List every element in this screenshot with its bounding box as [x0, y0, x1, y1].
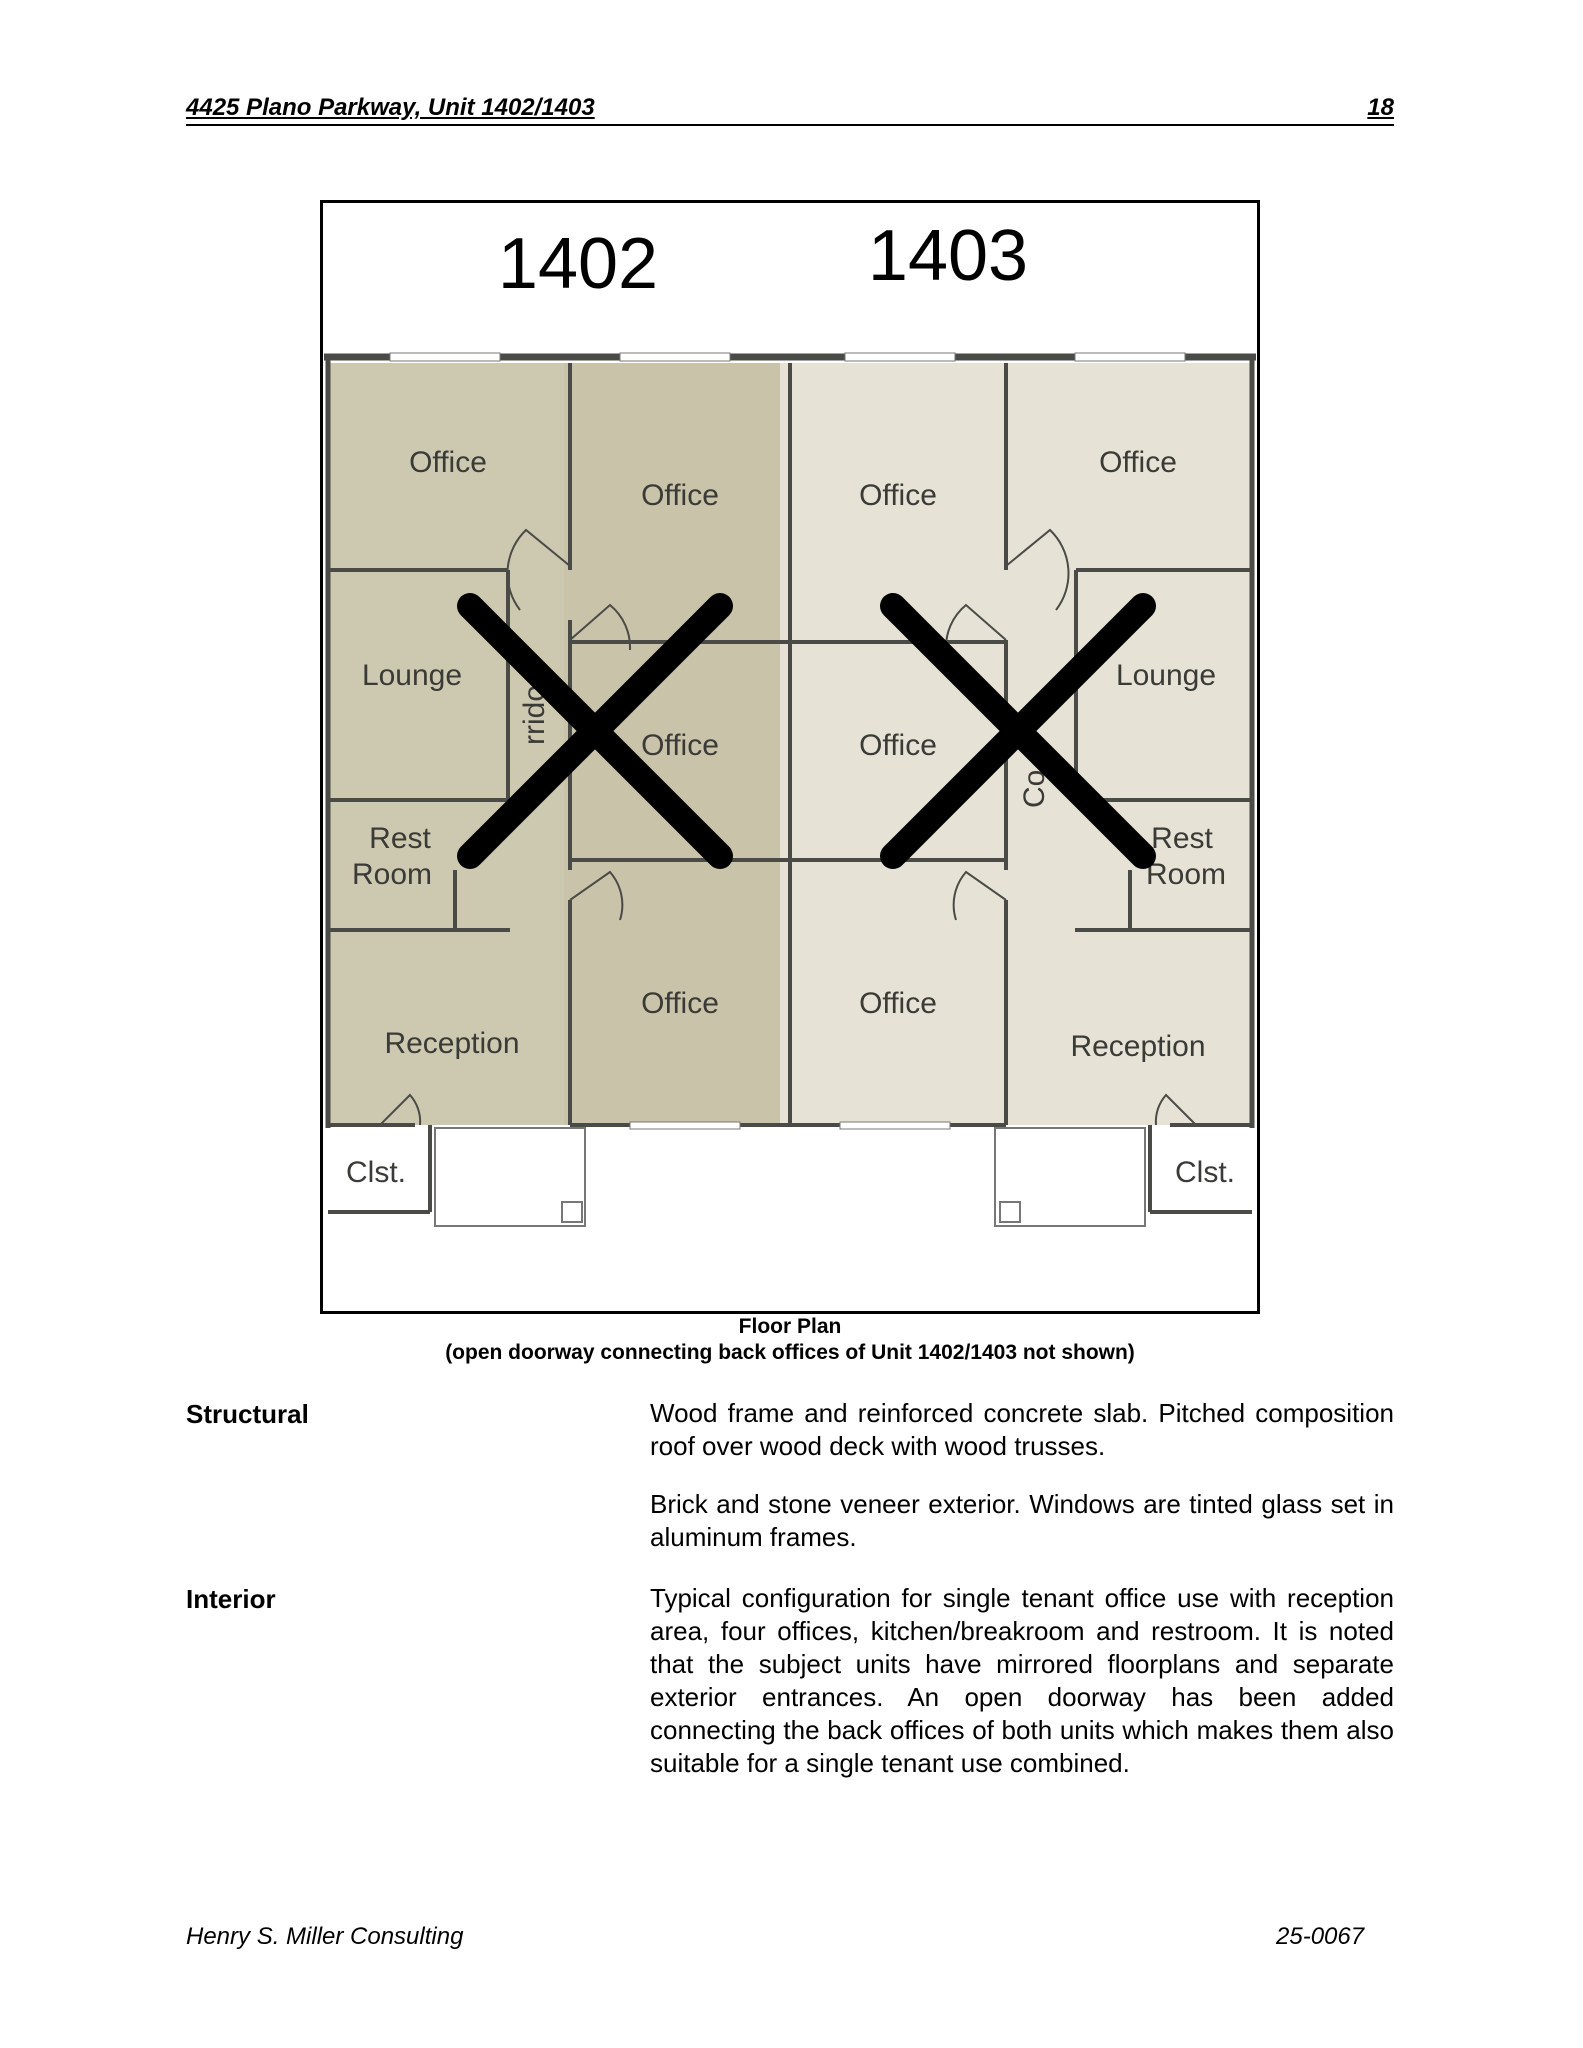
footer-file-number: 25-0067	[1276, 1923, 1365, 1950]
room-reception: Reception	[1070, 1030, 1206, 1063]
room-closet: Clst.	[346, 1156, 406, 1189]
room-office: Office	[641, 729, 719, 762]
room-lounge: Lounge	[1115, 659, 1217, 692]
room-office: Office	[859, 729, 937, 762]
interior-paragraph: Typical configuration for single tenant office use with reception area, four offices, kitchen/breakroom and restroom. It is noted that the subject units have mirrored floorplans and separate exterior entrances. An open doorway has been added connecting the back offices of both units which makes them also suitable for a single tenant use combined.	[650, 1583, 1394, 1778]
unit-label-1402: 1402	[497, 224, 659, 304]
corridor-label-right: Co	[1018, 769, 1051, 808]
corridor-label-left: rridor	[518, 674, 551, 745]
page-number: 18	[1367, 94, 1394, 121]
page-header	[186, 94, 1394, 126]
floor-plan-figure	[320, 200, 1260, 1314]
room-rest: Rest	[1151, 822, 1213, 855]
header-title: 4425 Plano Parkway, Unit 1402/1403	[186, 94, 595, 121]
room-office: Office	[859, 479, 937, 512]
section-label-interior: Interior	[186, 1584, 276, 1614]
structural-paragraph-1: Wood frame and reinforced concrete slab. Pitched composition roof over wood deck with wood trusses.	[650, 1398, 1394, 1461]
room-lounge: Lounge	[361, 659, 463, 692]
room-reception: Reception	[384, 1027, 520, 1060]
section-label-structural: Structural	[186, 1399, 309, 1429]
room-rest: Rest	[369, 822, 431, 855]
room-room: Room	[351, 858, 433, 891]
room-office: Office	[641, 479, 719, 512]
room-office: Office	[1099, 446, 1177, 479]
caption-note: (open doorway connecting back offices of Unit 1402/1403 not shown)	[445, 1341, 1135, 1364]
room-closet: Clst.	[1175, 1156, 1235, 1189]
room-room: Room	[1145, 858, 1227, 891]
footer-company: Henry S. Miller Consulting	[186, 1923, 464, 1950]
floor-plan-svg	[320, 200, 1260, 1314]
room-office: Office	[641, 987, 719, 1020]
caption-title: Floor Plan	[738, 1315, 842, 1338]
room-office: Office	[409, 446, 487, 479]
room-office: Office	[859, 987, 937, 1020]
structural-paragraph-2: Brick and stone veneer exterior. Windows are tinted glass set in aluminum frames.	[650, 1489, 1394, 1552]
unit-label-1403: 1403	[867, 216, 1029, 296]
